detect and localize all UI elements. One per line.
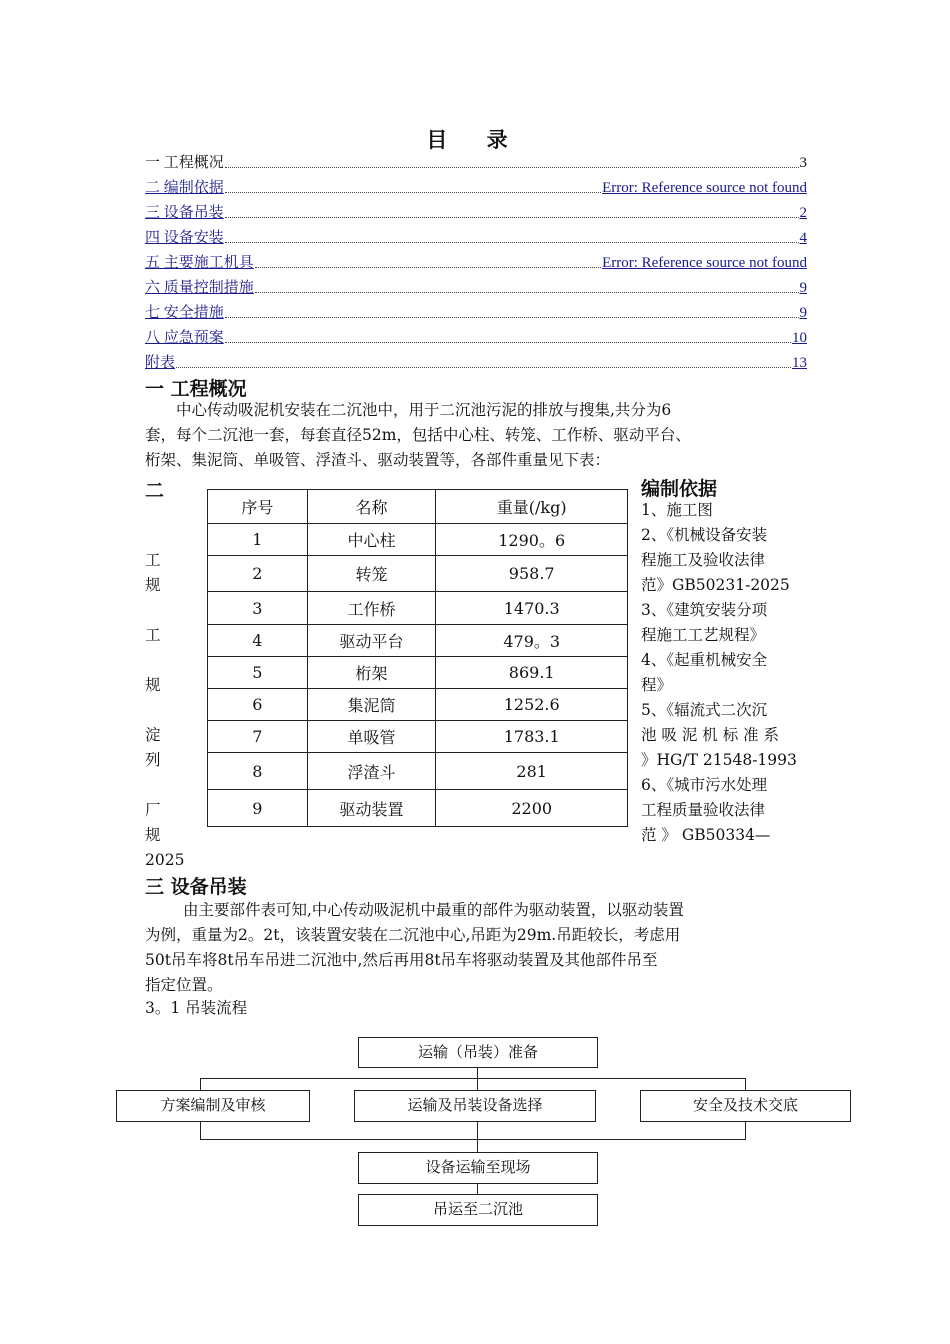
table-cell: 2 (208, 556, 308, 592)
table-cell: 2200 (436, 790, 628, 827)
flow-connector (200, 1078, 746, 1079)
table-row (208, 753, 628, 790)
table-row (208, 790, 628, 827)
section-1-heading: 一 工程概况 (145, 378, 247, 400)
table-cell: 1252.6 (436, 689, 628, 721)
toc-leader-dots (176, 366, 791, 368)
left-fragment-text: 淀 (145, 726, 161, 744)
flow-box-transport: 设备运输至现场 (358, 1152, 598, 1184)
toc-leader-dots (225, 341, 791, 343)
section-3-line: 50t吊车将8t吊车吊进二沉池中,然后再用8t吊车将驱动装置及其他部件吊至 (145, 951, 658, 969)
toc-entry-page: Error: Reference source not found (602, 180, 807, 196)
toc-entry[interactable] (145, 200, 807, 222)
toc-entry-page: 4 (799, 230, 807, 246)
flow-box-lift: 吊运至二沉池 (358, 1194, 598, 1226)
left-fragment-text: 列 (145, 751, 161, 769)
toc-entry-page: 13 (792, 355, 807, 371)
toc-entry-label: 八 应急预案 (145, 330, 224, 346)
basis-list (641, 498, 807, 848)
table-row (208, 657, 628, 689)
section-3-body (145, 898, 807, 998)
table-cell: 集泥筒 (307, 689, 436, 721)
flow-connector (745, 1122, 746, 1140)
section-3-1-subheading: 3。1 吊装流程 (145, 999, 248, 1017)
toc-entry-page: 9 (799, 305, 807, 321)
section-1-line: 桁架、集泥筒、单吸管、浮渣斗、驱动装置等，各部件重量见下表： (145, 451, 611, 469)
basis-line: 范 》 GB50334— (641, 826, 771, 844)
basis-line: 4、《起重机械安全 (641, 651, 768, 669)
toc-entry-label: 五 主要施工机具 (145, 255, 254, 271)
toc-title: 目 录 (426, 128, 524, 152)
table-cell: 479。3 (436, 625, 628, 657)
table-cell: 中心柱 (307, 524, 436, 556)
toc-leader-dots (225, 216, 799, 218)
basis-line: 3、《建筑安装分项 (641, 601, 768, 619)
table-cell: 浮渣斗 (307, 753, 436, 790)
table-cell: 8 (208, 753, 308, 790)
table-cell: 281 (436, 753, 628, 790)
table-row (208, 721, 628, 753)
table-cell: 桁架 (307, 657, 436, 689)
flow-connector (200, 1139, 746, 1140)
table-header-cell: 名称 (307, 490, 436, 524)
toc-entry-page: Error: Reference source not found (602, 255, 807, 271)
table-cell: 单吸管 (307, 721, 436, 753)
table-header-cell: 重量(/kg) (436, 490, 628, 524)
table-cell: 3 (208, 592, 308, 625)
toc-entry[interactable] (145, 250, 807, 272)
table-row (208, 556, 628, 592)
basis-line: 程》 (641, 676, 673, 694)
table-cell: 转笼 (307, 556, 436, 592)
table-cell: 1470.3 (436, 592, 628, 625)
toc-entry-label: 四 设备安装 (145, 230, 224, 246)
table-cell: 958.7 (436, 556, 628, 592)
table-row (208, 689, 628, 721)
flow-connector (477, 1122, 478, 1153)
toc-entry-page: 10 (792, 330, 807, 346)
section-3-line: 指定位置。 (145, 976, 223, 994)
toc-entry[interactable] (145, 300, 807, 322)
basis-line: 工程质量验收法律 (641, 801, 766, 819)
toc-entry (145, 150, 807, 172)
section-1-line: 套，每个二沉池一套，每套直径52m，包括中心柱、转笼、工作桥、驱动平台、 (145, 426, 691, 444)
toc-leader-dots (255, 266, 601, 268)
basis-line: 程施工工艺规程》 (641, 626, 766, 644)
table-cell: 4 (208, 625, 308, 657)
flow-box-prepare: 运输（吊装）准备 (358, 1037, 598, 1068)
left-fragment-text: 规 (145, 676, 161, 694)
flow-connector (200, 1122, 201, 1140)
table-row (208, 592, 628, 625)
table-cell: 6 (208, 689, 308, 721)
table-row (208, 625, 628, 657)
basis-line: 范》GB50231-2025 (641, 576, 790, 594)
section-3-line: 为例，重量为2。2t，该装置安装在二沉池中心,吊距为29m.吊距较长，考虑用 (145, 926, 681, 944)
toc-entry-label: 一 工程概况 (145, 155, 224, 171)
table-cell: 9 (208, 790, 308, 827)
table-cell: 1290。6 (436, 524, 628, 556)
toc-entry-page: 9 (799, 280, 807, 296)
flow-box-plan: 方案编制及审核 (116, 1090, 310, 1122)
left-fragment-text: 规 (145, 826, 161, 844)
toc-leader-dots (225, 191, 601, 193)
basis-line: 5、《辐流式二次沉 (641, 701, 768, 719)
section-1-body (145, 398, 807, 473)
toc-entry-label: 七 安全措施 (145, 305, 224, 321)
table-cell: 869.1 (436, 657, 628, 689)
toc-entry[interactable] (145, 225, 807, 247)
flow-box-safety: 安全及技术交底 (640, 1090, 851, 1122)
flow-box-equipment: 运输及吊装设备选择 (354, 1090, 596, 1122)
toc-entry[interactable] (145, 175, 807, 197)
basis-line: 1、施工图 (641, 501, 713, 519)
section-2-heading-number: 二 (145, 480, 165, 502)
table-header-cell: 序号 (208, 490, 308, 524)
basis-line: 6、《城市污水处理 (641, 776, 768, 794)
section-1-line: 中心传动吸泥机安装在二沉池中，用于二沉池污泥的排放与搜集,共分为6 (176, 401, 672, 419)
basis-line: 程施工及验收法律 (641, 551, 766, 569)
section-2-heading: 编制依据 (641, 478, 718, 500)
left-fragment-text: 厂 (145, 801, 161, 819)
table-cell: 5 (208, 657, 308, 689)
toc-entry-label: 附表 (145, 355, 176, 371)
toc-entry-page: 3 (799, 155, 807, 171)
toc-entry-label: 二 编制依据 (145, 180, 224, 196)
toc-entry-label: 三 设备吊装 (145, 205, 224, 221)
toc-leader-dots (225, 241, 799, 243)
toc-entry[interactable] (145, 350, 807, 372)
toc-entry-page: 2 (799, 205, 807, 221)
toc-leader-dots (255, 291, 799, 293)
toc-entry[interactable] (145, 325, 807, 347)
toc-leader-dots (225, 316, 799, 318)
toc-leader-dots (225, 166, 799, 168)
left-fragment-text: 工 (145, 626, 161, 644)
basis-line: 2、《机械设备安装 (641, 526, 768, 544)
section-3-line: 由主要部件表可知,中心传动吸泥机中最重的部件为驱动装置，以驱动装置 (183, 901, 684, 919)
table-cell: 7 (208, 721, 308, 753)
basis-line: 》HG/T 21548-1993 (641, 751, 797, 769)
parts-weight-table (207, 489, 628, 827)
table-cell: 1 (208, 524, 308, 556)
left-fragment-text: 工 (145, 551, 161, 569)
left-fragment-text: 2025 (145, 851, 185, 869)
toc-entry-label: 六 质量控制措施 (145, 280, 254, 296)
table-cell: 驱动平台 (307, 625, 436, 657)
basis-line: 池 吸 泥 机 标 准 系 (641, 726, 780, 744)
table-cell: 1783.1 (436, 721, 628, 753)
table-row (208, 524, 628, 556)
table-cell: 工作桥 (307, 592, 436, 625)
table-cell: 驱动装置 (307, 790, 436, 827)
table-header-row (208, 490, 628, 524)
section-3-heading: 三 设备吊装 (145, 876, 247, 898)
left-fragment-text: 规 (145, 576, 161, 594)
toc-entry[interactable] (145, 275, 807, 297)
